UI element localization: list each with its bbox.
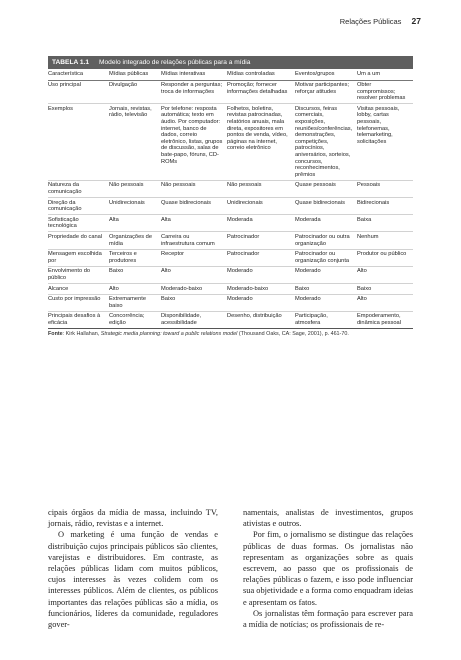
table-cell: Não pessoais bbox=[227, 180, 295, 197]
table-row bbox=[48, 284, 413, 295]
table-cell: Alto bbox=[357, 294, 413, 311]
table-cell: Moderado bbox=[227, 266, 295, 283]
source-title: Strategic media planning: toward a public relations model bbox=[100, 331, 238, 337]
table-cell: Divulgação bbox=[109, 80, 161, 104]
table-row bbox=[48, 266, 413, 283]
running-head-title: Relações Públicas bbox=[339, 17, 402, 26]
table-cell: Moderada bbox=[227, 215, 295, 232]
body-paragraph: cipais órgãos da mídia de massa, incluindo TV, jornais, rádio, revistas e a internet. bbox=[48, 508, 218, 529]
table-row bbox=[48, 180, 413, 197]
table-cell: Disponibilidade, acessibilidade bbox=[161, 311, 227, 328]
header-eventos-grupos: Eventos/grupos bbox=[295, 69, 357, 80]
header-caracteristica: Característica bbox=[48, 69, 109, 80]
table-cell: Moderado-baixo bbox=[161, 284, 227, 295]
table-source-note bbox=[48, 331, 413, 338]
table-header-row bbox=[48, 69, 413, 80]
table-cell: Alta bbox=[109, 215, 161, 232]
table-row bbox=[48, 104, 413, 181]
table-cell: Empoderamento, dinâmica pessoal bbox=[357, 311, 413, 328]
table-cell: Exemplos bbox=[48, 104, 109, 181]
table-cell: Principais desafios à eficácia bbox=[48, 311, 109, 328]
table-cell: Responder a perguntas; troca de informações bbox=[161, 80, 227, 104]
table-cell: Bidirecionais bbox=[357, 198, 413, 215]
table-cell: Direção da comunicação bbox=[48, 198, 109, 215]
table-cell: Sofisticação tecnológica bbox=[48, 215, 109, 232]
body-paragraph: Por fim, o jornalismo se distingue das relações públicas de duas formas. Os jornalistas não representam as organizações sobre as quais escrevem, ao passo que os profissionais de relações públicas o fazem, e isso pode influenciar sua objetividade e a forma como enquadram ideias e apresentam os fatos. bbox=[243, 530, 413, 607]
table-cell: Baixo bbox=[161, 294, 227, 311]
table-cell: Carreira ou infraestrutura comum bbox=[161, 232, 227, 249]
table-cell: Visitas pessoais, lobby, cartas pessoais, telefonemas, telemarketing, solicitações bbox=[357, 104, 413, 181]
table-cell: Patrocinador ou organização conjunta bbox=[295, 249, 357, 266]
table-cell: Concorrência; edição bbox=[109, 311, 161, 328]
running-head bbox=[340, 16, 421, 26]
table-cell: Terceiros e produtores bbox=[109, 249, 161, 266]
table-cell: Unidirecionais bbox=[227, 198, 295, 215]
table-cell: Patrocinador bbox=[227, 249, 295, 266]
table-cell: Moderada bbox=[295, 215, 357, 232]
header-um-a-um: Um a um bbox=[357, 69, 413, 80]
table-cell: Por telefone: resposta automática; texto em áudio. Por computador: internet, banco de dados, correio eletrônico, listas, grupos de discussão, salas de bate-papo, fóruns, CD-ROMs bbox=[161, 104, 227, 181]
table-row bbox=[48, 232, 413, 249]
table-cell: Patrocinador bbox=[227, 232, 295, 249]
table-cell: Baixo bbox=[109, 266, 161, 283]
table-row bbox=[48, 215, 413, 232]
table-cell: Nenhum bbox=[357, 232, 413, 249]
table-cell: Receptor bbox=[161, 249, 227, 266]
table-row bbox=[48, 198, 413, 215]
table-cell: Baixa bbox=[357, 215, 413, 232]
table-cell: Quase pessoais bbox=[295, 180, 357, 197]
table-cell: Natureza da comunicação bbox=[48, 180, 109, 197]
table-cell: Baixo bbox=[295, 284, 357, 295]
table-cell: Produtor ou público bbox=[357, 249, 413, 266]
header-midias-interativas: Mídias interativas bbox=[161, 69, 227, 80]
table-cell: Motivar participantes; reforçar atitudes bbox=[295, 80, 357, 104]
body-paragraph: namentais, analistas de investimentos, grupos ativistas e outros. bbox=[243, 508, 413, 529]
source-colon: : bbox=[62, 331, 66, 337]
table-cell: Quase bidirecionais bbox=[161, 198, 227, 215]
table-cell: Alto bbox=[161, 266, 227, 283]
body-column-left bbox=[48, 507, 218, 630]
table-cell: Moderado-baixo bbox=[227, 284, 295, 295]
table-cell: Propriedade do canal bbox=[48, 232, 109, 249]
table-cell: Obter compromissos; resolver problemas bbox=[357, 80, 413, 104]
table-row bbox=[48, 249, 413, 266]
body-column-right bbox=[243, 507, 413, 630]
table-cell: Alta bbox=[161, 215, 227, 232]
header-midias-controladas: Mídias controladas bbox=[227, 69, 295, 80]
table-cell: Alcance bbox=[48, 284, 109, 295]
table-cell: Jornais, revistas, rádio, televisão bbox=[109, 104, 161, 181]
table-cell: Pessoais bbox=[357, 180, 413, 197]
table-cell: Uso principal bbox=[48, 80, 109, 104]
media-model-table bbox=[48, 69, 413, 329]
table-cell: Desenho, distribuição bbox=[227, 311, 295, 328]
table-cell: Não pessoais bbox=[161, 180, 227, 197]
table-cell: Unidirecionais bbox=[109, 198, 161, 215]
page-number: 27 bbox=[411, 16, 421, 26]
table-row bbox=[48, 294, 413, 311]
table-title: Modelo integrado de relações públicas para a mídia bbox=[99, 59, 251, 66]
table-cell: Extremamente baixo bbox=[109, 294, 161, 311]
table-row bbox=[48, 311, 413, 328]
table-cell: Participação, atmosfera bbox=[295, 311, 357, 328]
table-cell: Mensagem escolhida por bbox=[48, 249, 109, 266]
table-cell: Promoção; fornecer informações detalhadas bbox=[227, 80, 295, 104]
table-cell: Envolvimento do público bbox=[48, 266, 109, 283]
table-cell: Não pessoais bbox=[109, 180, 161, 197]
table-cell: Quase bidirecionais bbox=[295, 198, 357, 215]
table-cell: Alto bbox=[109, 284, 161, 295]
table-number: TABELA 1.1 bbox=[52, 59, 90, 66]
table-cell: Alto bbox=[357, 266, 413, 283]
table-row bbox=[48, 80, 413, 104]
table-cell: Moderado bbox=[295, 294, 357, 311]
table-cell: Organizações de mídia bbox=[109, 232, 161, 249]
table-caption bbox=[48, 56, 413, 69]
source-author: Kirk Hallahan, bbox=[65, 331, 100, 337]
body-paragraph: Os jornalistas têm formação para escrever para a mídia de notícias; os profissionais de re- bbox=[243, 608, 413, 630]
table-cell: Discursos, feiras comerciais, exposições, reuniões/conferências, demonstrações, competições, patrocínios, aniversários, sorteios, concursos, reconhecimentos, prêmios bbox=[295, 104, 357, 181]
source-details: (Thousand Oaks, CA: Sage, 2001), p. 461-70. bbox=[238, 331, 349, 337]
table-cell: Custo por impressão bbox=[48, 294, 109, 311]
source-label: Fonte bbox=[48, 331, 63, 337]
header-midias-publicas: Mídias públicas bbox=[109, 69, 161, 80]
table-cell: Baixo bbox=[357, 284, 413, 295]
table-cell: Patrocinador ou outra organização bbox=[295, 232, 357, 249]
table-cell: Moderado bbox=[295, 266, 357, 283]
table-figure bbox=[48, 56, 413, 338]
table-cell: Folhetos, boletins, revistas patrocinadas, relatórios anuais, mala direta, expositores em pontos de venda, vídeo, páginas na internet, correio eletrônico bbox=[227, 104, 295, 181]
table-cell: Moderado bbox=[227, 294, 295, 311]
body-paragraph: O marketing é uma função de vendas e distribuição cujos principais públicos são clientes, varejistas e distribuidores. Em contraste, as relações públicas lidam com muitos públicos, cujos interesses às vezes colidem com os interesses públicos. Além de clientes, os públicos importantes das relações públicas são a mídia, os funcionários, líderes da comunidade, reguladores gover- bbox=[48, 530, 218, 630]
